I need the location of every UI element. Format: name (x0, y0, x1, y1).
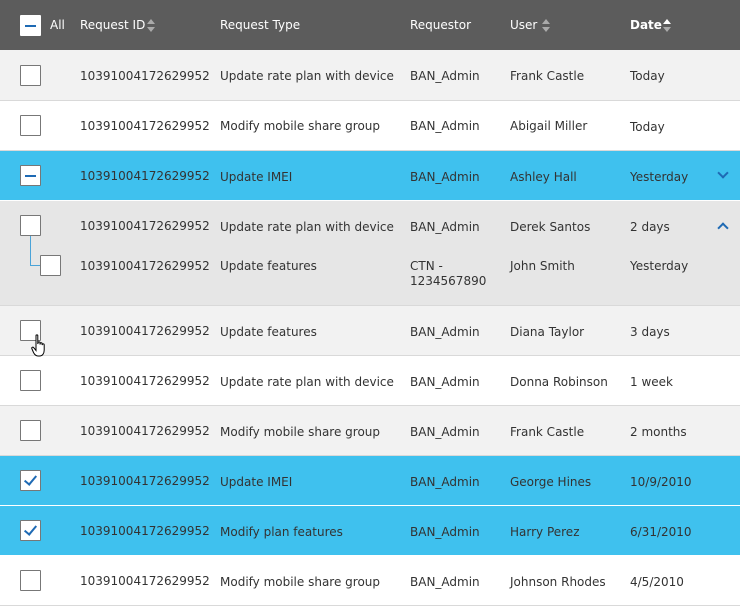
child-request-id: 10391004172629952 (80, 259, 210, 273)
user: Frank Castle (510, 425, 585, 439)
child-request-type: Update features (220, 259, 317, 273)
request-id: 10391004172629952 (80, 69, 210, 83)
date: 10/9/2010 (630, 475, 692, 489)
request-type: Modify mobile share group (220, 119, 381, 133)
requestor: BAN_Admin (410, 325, 480, 339)
column-header-request-type: Request Type (220, 18, 301, 32)
request-type: Update features (220, 325, 317, 339)
requestor: BAN_Admin (410, 170, 480, 184)
request-id: 10391004172629952 (80, 324, 210, 338)
table-row[interactable] (0, 50, 740, 101)
request-type: Modify mobile share group (220, 425, 381, 439)
date: 6/31/2010 (630, 525, 692, 539)
request-id: 10391004172629952 (80, 219, 210, 233)
table-row-expanded[interactable] (0, 201, 740, 306)
table-row[interactable] (0, 306, 740, 356)
child-requestor-line1: CTN - (410, 259, 443, 273)
row-checkbox[interactable] (20, 165, 41, 186)
row-checkbox[interactable] (20, 215, 41, 236)
request-id: 10391004172629952 (80, 119, 210, 133)
user: Ashley Hall (510, 170, 577, 184)
table-row[interactable] (0, 356, 740, 406)
date: 2 months (630, 425, 687, 439)
user: Abigail Miller (510, 119, 588, 133)
requestor: BAN_Admin (410, 69, 480, 83)
user: Harry Perez (510, 525, 580, 539)
date: Today (630, 120, 665, 134)
date: 4/5/2010 (630, 575, 684, 589)
child-date: Yesterday (630, 259, 689, 273)
requestor: BAN_Admin (410, 475, 480, 489)
select-all-checkbox[interactable] (20, 15, 41, 36)
child-row-checkbox[interactable] (40, 255, 61, 276)
row-checkbox[interactable] (20, 420, 41, 441)
table-row[interactable] (0, 506, 740, 556)
request-type: Modify mobile share group (220, 575, 381, 589)
column-header-requestor: Requestor (410, 18, 472, 32)
user: Donna Robinson (510, 375, 608, 389)
row-checkbox[interactable] (20, 470, 41, 491)
date: 1 week (630, 375, 673, 389)
tree-connector (30, 236, 31, 265)
requestor: BAN_Admin (410, 119, 480, 133)
user: Diana Taylor (510, 325, 585, 339)
tree-connector (30, 265, 40, 266)
request-id: 10391004172629952 (80, 424, 210, 438)
request-id: 10391004172629952 (80, 574, 210, 588)
table-row[interactable] (0, 151, 740, 201)
requestor: BAN_Admin (410, 425, 480, 439)
table-row[interactable] (0, 456, 740, 506)
requestor: BAN_Admin (410, 525, 480, 539)
request-type: Update rate plan with device (220, 220, 394, 234)
table-row[interactable] (0, 406, 740, 456)
row-checkbox[interactable] (20, 370, 41, 391)
user: Johnson Rhodes (510, 575, 606, 589)
expand-chevron-down-icon[interactable] (717, 167, 728, 178)
request-id: 10391004172629952 (80, 169, 210, 183)
request-id: 10391004172629952 (80, 474, 210, 488)
requestor: BAN_Admin (410, 375, 480, 389)
request-id: 10391004172629952 (80, 524, 210, 538)
row-checkbox[interactable] (20, 65, 41, 86)
user: Frank Castle (510, 69, 585, 83)
request-id: 10391004172629952 (80, 374, 210, 388)
requestor: BAN_Admin (410, 575, 480, 589)
request-type: Modify plan features (220, 525, 343, 539)
child-requestor-line2: 1234567890 (410, 274, 487, 288)
table-row[interactable] (0, 101, 740, 151)
date: 3 days (630, 325, 670, 339)
request-type: Update IMEI (220, 170, 293, 184)
row-checkbox[interactable] (20, 520, 41, 541)
hand-cursor-icon (31, 334, 49, 358)
request-type: Update rate plan with device (220, 375, 394, 389)
row-checkbox[interactable] (20, 115, 41, 136)
user: George Hines (510, 475, 592, 489)
table-header (0, 0, 740, 50)
child-user: John Smith (510, 259, 575, 273)
request-type: Update rate plan with device (220, 69, 394, 83)
column-header-request-id[interactable]: Request ID (80, 18, 146, 32)
column-header-date[interactable]: Date (630, 18, 662, 32)
collapse-chevron-up-icon[interactable] (717, 222, 728, 233)
user: Derek Santos (510, 220, 591, 234)
table-row[interactable] (0, 556, 740, 606)
select-all-label: All (50, 18, 65, 32)
date: 2 days (630, 220, 670, 234)
date: Yesterday (630, 170, 689, 184)
date: Today (630, 69, 665, 83)
requestor: BAN_Admin (410, 220, 480, 234)
request-type: Update IMEI (220, 475, 293, 489)
column-header-user[interactable]: User (510, 18, 538, 32)
row-checkbox[interactable] (20, 570, 41, 591)
